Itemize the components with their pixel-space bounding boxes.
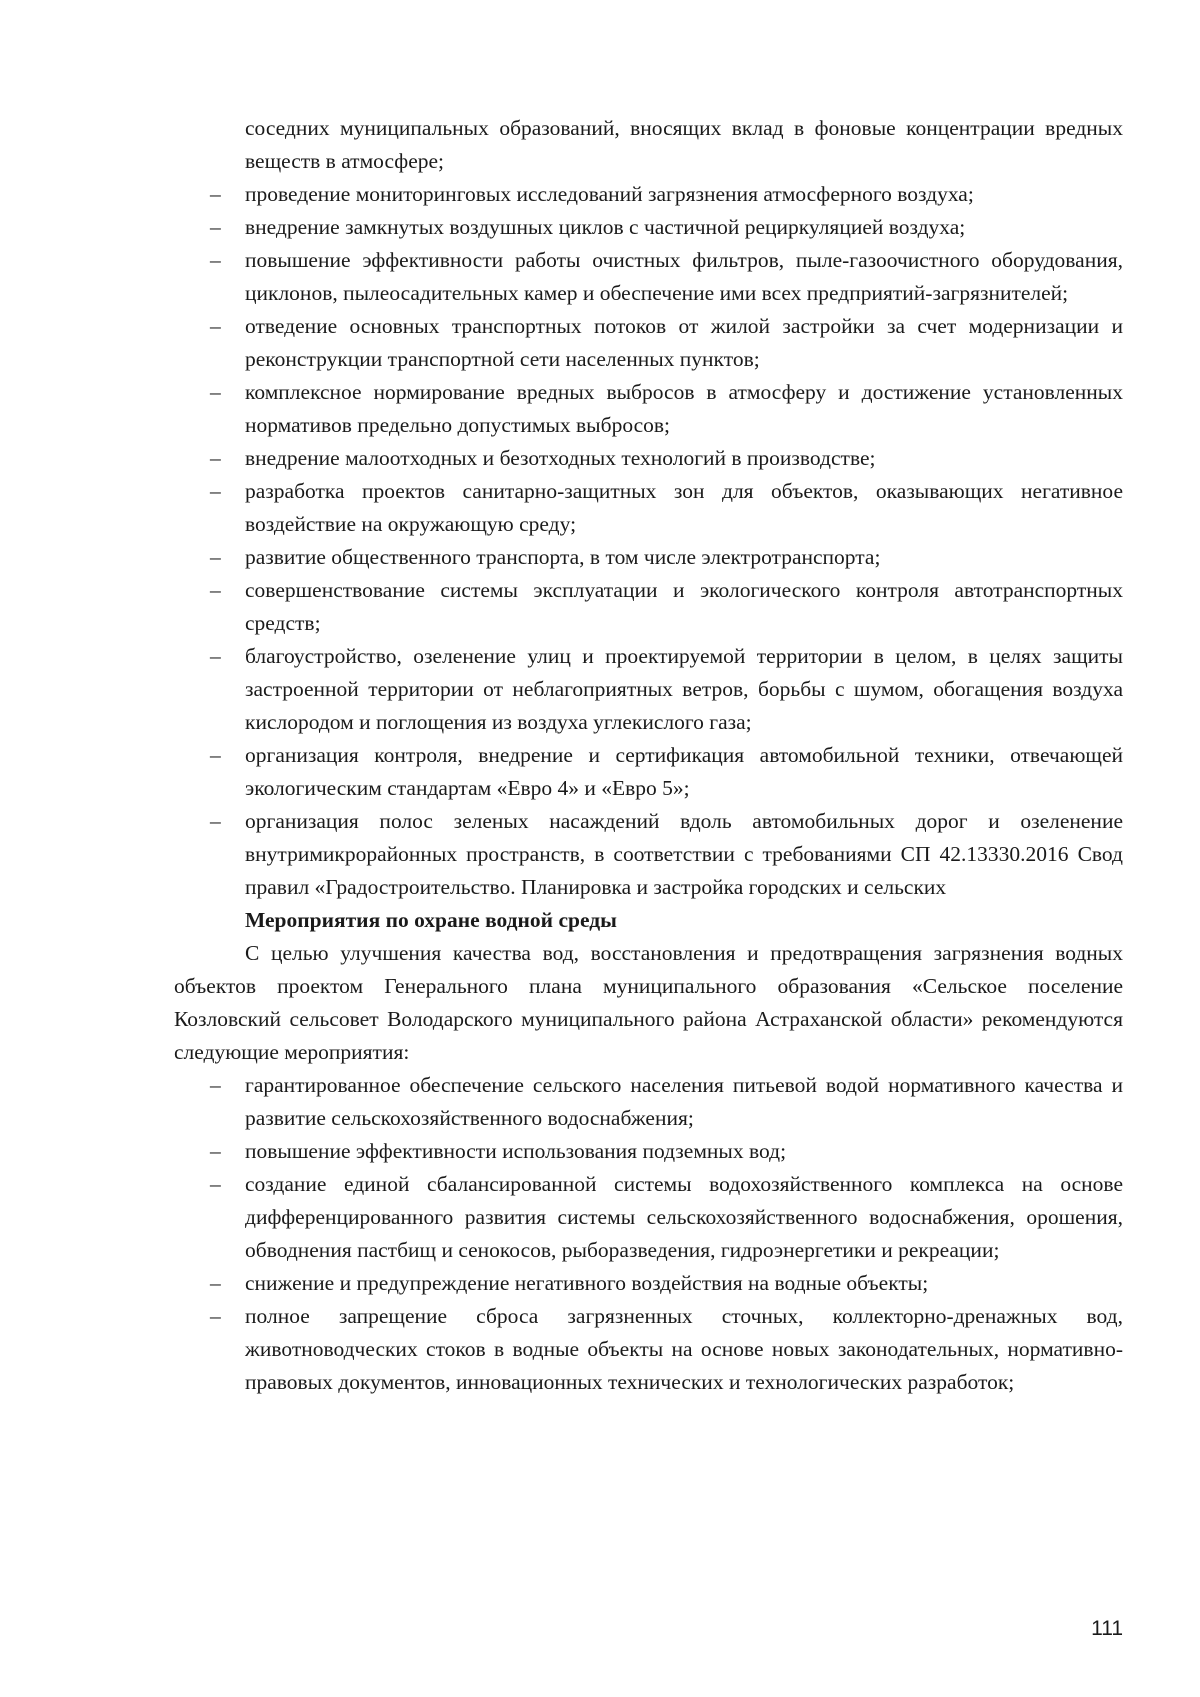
list-item-text: проведение мониторинговых исследований загрязнения атмосферного воздуха; [245, 182, 974, 206]
list-item [174, 310, 1123, 376]
dash-bullet: – [210, 446, 221, 470]
dash-bullet: – [210, 314, 221, 338]
dash-bullet: – [210, 380, 221, 404]
list-item [174, 376, 1123, 442]
list-item [174, 1168, 1123, 1267]
dash-bullet: – [210, 644, 221, 668]
list-item [174, 1300, 1123, 1399]
list-item-text: повышение эффективности использования подземных вод; [245, 1139, 787, 1163]
list-item-text: создание единой сбалансированной системы водохозяйственного комплекса на основе дифференцированного развития системы сельскохозяйственного водоснабжения, орошения, обводнения пастбищ и сенокосов, рыборазведения, гидроэнергетики и рекреации; [245, 1172, 1123, 1262]
list-item [174, 178, 1123, 211]
list-item [174, 574, 1123, 640]
dash-bullet: – [210, 1139, 221, 1163]
dash-bullet: – [210, 248, 221, 272]
list-item [174, 640, 1123, 739]
list-item-text: организация полос зеленых насаждений вдоль автомобильных дорог и озеленение внутримикрорайонных пространств, в соответствии с требованиями СП 42.13330.2016 Свод правил «Градостроительство. Планировка и застройка городских и сельских [245, 809, 1123, 899]
section-intro-paragraph: С целью улучшения качества вод, восстановления и предотвращения загрязнения водных объектов проектом Генерального плана муниципального образования «Сельское поселение Козловский сельсовет Володарского муниципального района Астраханской области» рекомендуются следующие мероприятия: [174, 941, 1123, 1064]
list-item-text: разработка проектов санитарно-защитных зон для объектов, оказывающих негативное воздействие на окружающую среду; [245, 479, 1123, 536]
dash-bullet: – [210, 1304, 221, 1328]
list-item-text: благоустройство, озеленение улиц и проектируемой территории в целом, в целях защиты застроенной территории от неблагоприятных ветров, борьбы с шумом, обогащения воздуха кислородом и поглощения из воздуха углекислого газа; [245, 644, 1123, 734]
water-measures-list [174, 1069, 1123, 1399]
list-item-text: снижение и предупреждение негативного воздействия на водные объекты; [245, 1271, 929, 1295]
dash-bullet: – [210, 215, 221, 239]
list-item-text: полное запрещение сброса загрязненных сточных, коллекторно-дренажных вод, животноводческих стоков в водные объекты на основе новых законодательных, нормативно-правовых документов, инновационных технических и технологических разработок; [245, 1304, 1123, 1394]
list-item-text: отведение основных транспортных потоков от жилой застройки за счет модернизации и реконструкции транспортной сети населенных пунктов; [245, 314, 1123, 371]
list-item [174, 475, 1123, 541]
section-heading: Мероприятия по охране водной среды [245, 908, 617, 932]
list-item-text: организация контроля, внедрение и сертификация автомобильной техники, отвечающей экологическим стандартам «Евро 4» и «Евро 5»; [245, 743, 1123, 800]
dash-bullet: – [210, 1271, 221, 1295]
list-item-continuation: соседних муниципальных образований, вносящих вклад в фоновые концентрации вредных веществ в атмосфере; [245, 116, 1123, 173]
air-measures-list [174, 178, 1123, 904]
list-item [174, 805, 1123, 904]
dash-bullet: – [210, 743, 221, 767]
list-item-text: совершенствование системы эксплуатации и экологического контроля автотранспортных средств; [245, 578, 1123, 635]
dash-bullet: – [210, 809, 221, 833]
list-item-text: комплексное нормирование вредных выбросов в атмосферу и достижение установленных нормативов предельно допустимых выбросов; [245, 380, 1123, 437]
list-item [174, 739, 1123, 805]
page-number: 111 [1091, 1617, 1123, 1640]
page-body [174, 112, 1123, 1399]
list-item [174, 1069, 1123, 1135]
list-item [174, 244, 1123, 310]
dash-bullet: – [210, 1172, 221, 1196]
list-item [174, 541, 1123, 574]
dash-bullet: – [210, 479, 221, 503]
list-item [174, 1267, 1123, 1300]
list-item-text: развитие общественного транспорта, в том числе электротранспорта; [245, 545, 881, 569]
list-item [174, 1135, 1123, 1168]
list-item-text: гарантированное обеспечение сельского населения питьевой водой нормативного качества и развитие сельскохозяйственного водоснабжения; [245, 1073, 1123, 1130]
list-item-text: повышение эффективности работы очистных фильтров, пыле-газоочистного оборудования, циклонов, пылеосадительных камер и обеспечение ими всех предприятий-загрязнителей; [245, 248, 1123, 305]
dash-bullet: – [210, 182, 221, 206]
dash-bullet: – [210, 545, 221, 569]
list-item [174, 442, 1123, 475]
dash-bullet: – [210, 1073, 221, 1097]
list-item [174, 211, 1123, 244]
list-item-text: внедрение замкнутых воздушных циклов с частичной рециркуляцией воздуха; [245, 215, 966, 239]
dash-bullet: – [210, 578, 221, 602]
list-item-text: внедрение малоотходных и безотходных технологий в производстве; [245, 446, 876, 470]
